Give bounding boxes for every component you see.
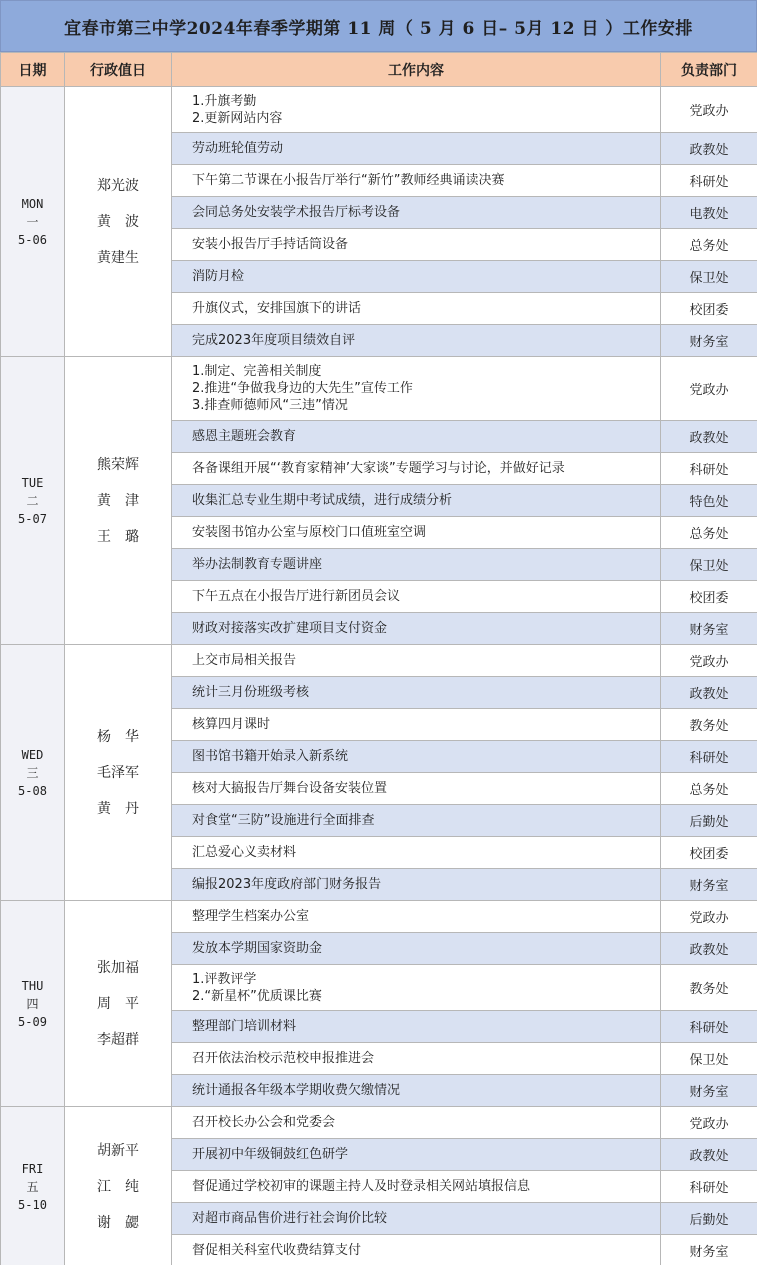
dept-cell: 保卫处 [661, 261, 757, 293]
dept-cell: 校团委 [661, 293, 757, 325]
work-line: 督促通过学校初审的课题主持人及时登录相关网站填报信息 [192, 1179, 531, 1194]
work-cell [172, 677, 661, 709]
dept-cell: 总务处 [661, 773, 757, 805]
work-cell [172, 581, 661, 613]
work-cell [172, 1075, 661, 1107]
dept-cell: 党政办 [661, 1107, 757, 1139]
work-line: 统计三月份班级考核 [192, 685, 310, 700]
day-code: TUE [21, 475, 44, 490]
work-line: 财政对接落实改扩建项目支付资金 [192, 621, 388, 636]
duty-person: 杨 华 [97, 728, 139, 745]
day-cn: 四 [26, 996, 39, 1011]
duty-person: 江 纯 [97, 1178, 139, 1195]
work-line: 下午五点在小报告厅进行新团员会议 [192, 589, 401, 604]
dept-cell: 保卫处 [661, 1043, 757, 1075]
work-line: 召开校长办公会和党委会 [192, 1115, 336, 1130]
dept-cell: 党政办 [661, 87, 757, 133]
dept-cell: 总务处 [661, 517, 757, 549]
dept-cell: 后勤处 [661, 1203, 757, 1235]
work-line: 发放本学期国家资助金 [192, 941, 323, 956]
duty-cell [65, 645, 172, 901]
dept-cell: 校团委 [661, 581, 757, 613]
day-date: 5-10 [18, 1197, 47, 1212]
dept-cell: 特色处 [661, 485, 757, 517]
work-line: 1.制定、完善相关制度 [192, 364, 322, 379]
duty-person: 黄 丹 [97, 800, 139, 817]
work-line: 核对大搞报告厅舞台设备安装位置 [192, 781, 388, 796]
dept-cell: 党政办 [661, 357, 757, 421]
duty-cell [65, 357, 172, 645]
work-line: 安装小报告厅手持话筒设备 [192, 237, 349, 252]
dept-cell: 政教处 [661, 1139, 757, 1171]
duty-person: 胡新平 [97, 1142, 139, 1159]
dept-cell: 总务处 [661, 229, 757, 261]
dept-cell: 政教处 [661, 421, 757, 453]
day-date: 5-06 [18, 232, 47, 247]
work-line: 完成2023年度项目绩效自评 [192, 333, 356, 348]
dept-cell: 科研处 [661, 741, 757, 773]
duty-person: 李超群 [97, 1031, 139, 1048]
day-code: THU [21, 978, 44, 993]
work-cell [172, 645, 661, 677]
day-cn: 三 [26, 765, 39, 780]
header-duty: 行政值日 [65, 53, 172, 87]
work-line: 汇总爱心义卖材料 [192, 845, 297, 860]
work-line: 1.评教评学 [192, 971, 257, 987]
dept-cell: 政教处 [661, 933, 757, 965]
dept-cell: 财务室 [661, 613, 757, 645]
work-line: 整理学生档案办公室 [192, 909, 310, 924]
duty-person: 黄 波 [97, 213, 139, 230]
day-cell [1, 87, 65, 357]
dept-cell: 政教处 [661, 677, 757, 709]
work-line: 整理部门培训材料 [192, 1019, 297, 1034]
day-date: 5-08 [18, 783, 47, 798]
work-cell [172, 87, 661, 133]
work-cell [172, 133, 661, 165]
day-date: 5-07 [18, 511, 47, 526]
work-cell [172, 1011, 661, 1043]
work-line: 对超市商品售价进行社会询价比较 [192, 1211, 388, 1226]
work-cell [172, 165, 661, 197]
dept-cell: 科研处 [661, 453, 757, 485]
work-line: 召开依法治校示范校申报推进会 [192, 1051, 375, 1066]
work-cell [172, 901, 661, 933]
day-cn: 一 [26, 214, 39, 229]
duty-person: 郑光波 [97, 177, 139, 194]
work-cell [172, 357, 661, 421]
work-line: 2.“新星杯”优质课比赛 [192, 988, 322, 1004]
dept-cell: 财务室 [661, 325, 757, 357]
day-cell [1, 1107, 65, 1265]
header-row [1, 53, 757, 87]
work-line: 督促相关科室代收费结算支付 [192, 1243, 362, 1258]
work-cell [172, 549, 661, 581]
dept-cell: 教务处 [661, 709, 757, 741]
duty-person: 周 平 [97, 995, 139, 1012]
work-line: 举办法制教育专题讲座 [192, 557, 323, 572]
day-cn: 二 [26, 493, 39, 508]
work-line: 1.升旗考勤 [192, 93, 257, 109]
dept-cell: 科研处 [661, 1171, 757, 1203]
work-cell [172, 1203, 661, 1235]
dept-cell: 财务室 [661, 869, 757, 901]
work-line: 收集汇总专业生期中考试成绩，进行成绩分析 [192, 493, 453, 508]
dept-cell: 保卫处 [661, 549, 757, 581]
work-line: 核算四月课时 [192, 717, 271, 732]
duty-cell [65, 1107, 172, 1265]
dept-cell: 党政办 [661, 901, 757, 933]
work-cell [172, 293, 661, 325]
dept-cell: 财务室 [661, 1235, 757, 1265]
work-cell [172, 613, 661, 645]
duty-person: 熊荣辉 [97, 456, 139, 473]
work-cell [172, 1171, 661, 1203]
work-cell [172, 421, 661, 453]
day-code: FRI [21, 1161, 44, 1176]
work-line: 开展初中年级铜鼓红色研学 [192, 1147, 349, 1162]
duty-person: 张加福 [97, 959, 139, 976]
work-cell [172, 261, 661, 293]
header-dept: 负责部门 [661, 53, 757, 87]
work-cell [172, 1139, 661, 1171]
table-row [1, 87, 757, 133]
work-cell [172, 933, 661, 965]
work-cell [172, 485, 661, 517]
day-cell [1, 357, 65, 645]
work-line: 统计通报各年级本学期收费欠缴情况 [192, 1083, 401, 1098]
dept-cell: 财务室 [661, 1075, 757, 1107]
work-cell [172, 805, 661, 837]
work-line: 图书馆书籍开始录入新系统 [192, 749, 349, 764]
dept-cell: 科研处 [661, 1011, 757, 1043]
day-cell [1, 901, 65, 1107]
work-cell [172, 709, 661, 741]
table-row [1, 645, 757, 677]
work-line: 消防月检 [192, 269, 245, 284]
table-row [1, 901, 757, 933]
day-date: 5-09 [18, 1014, 47, 1029]
dept-cell: 党政办 [661, 645, 757, 677]
work-line: 3.排查师德师风“三违”情况 [192, 398, 348, 413]
table-row [1, 1107, 757, 1139]
page-title: 宜春市第三中学2024年春季学期第 11 周（ 5 月 6 日– 5月 12 日 ）工作安排 [0, 0, 757, 52]
work-cell [172, 773, 661, 805]
schedule-table [0, 52, 757, 1265]
work-cell [172, 197, 661, 229]
work-line: 下午第二节课在小报告厅举行“新竹”教师经典诵读决赛 [192, 173, 505, 188]
work-line: 编报2023年度政府部门财务报告 [192, 877, 382, 892]
dept-cell: 校团委 [661, 837, 757, 869]
work-cell [172, 965, 661, 1011]
day-code: WED [21, 747, 44, 762]
work-cell [172, 1107, 661, 1139]
duty-person: 王 璐 [97, 528, 139, 545]
duty-person: 谢 勰 [97, 1214, 139, 1231]
work-cell [172, 837, 661, 869]
dept-cell: 电教处 [661, 197, 757, 229]
day-code: MON [21, 196, 44, 211]
dept-cell: 政教处 [661, 133, 757, 165]
work-line: 各备课组开展“‘教育家精神’大家谈”专题学习与讨论，并做好记录 [192, 461, 565, 476]
work-cell [172, 869, 661, 901]
day-cn: 五 [26, 1179, 39, 1194]
work-cell [172, 453, 661, 485]
work-line: 升旗仪式，安排国旗下的讲话 [192, 301, 362, 316]
work-line: 上交市局相关报告 [192, 653, 297, 668]
work-cell [172, 517, 661, 549]
work-line: 劳动班轮值劳动 [192, 141, 284, 156]
duty-person: 毛泽军 [97, 764, 139, 781]
work-cell [172, 741, 661, 773]
work-line: 2.更新网站内容 [192, 110, 283, 126]
header-work: 工作内容 [172, 53, 661, 87]
dept-cell: 教务处 [661, 965, 757, 1011]
duty-cell [65, 901, 172, 1107]
work-cell [172, 1235, 661, 1265]
work-line: 对食堂“三防”设施进行全面排查 [192, 813, 375, 828]
work-cell [172, 1043, 661, 1075]
duty-cell [65, 87, 172, 357]
work-line: 安装图书馆办公室与原校门口值班室空调 [192, 525, 427, 540]
dept-cell: 后勤处 [661, 805, 757, 837]
work-cell [172, 325, 661, 357]
duty-person: 黄 津 [97, 492, 139, 509]
work-line: 会同总务处安装学术报告厅标考设备 [192, 205, 401, 220]
work-cell [172, 229, 661, 261]
header-day: 日期 [1, 53, 65, 87]
day-cell [1, 645, 65, 901]
table-row [1, 357, 757, 421]
work-line: 2.推进“争做我身边的大先生”宣传工作 [192, 381, 413, 396]
duty-person: 黄建生 [97, 249, 139, 266]
dept-cell: 科研处 [661, 165, 757, 197]
work-line: 感恩主题班会教育 [192, 429, 297, 444]
